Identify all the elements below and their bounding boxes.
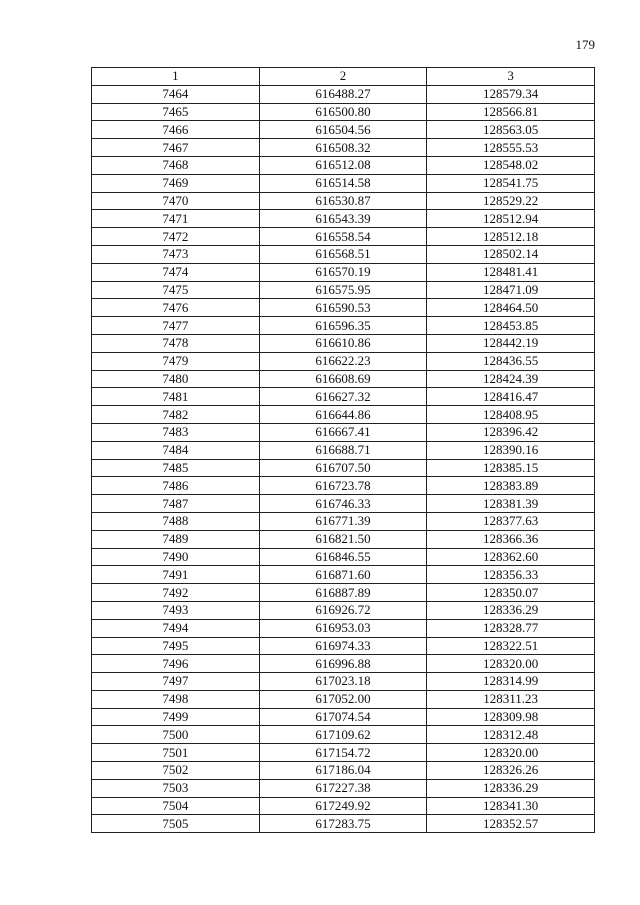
- point-number-cell: 7494: [92, 619, 260, 637]
- y-coordinate-cell: 128548.02: [427, 156, 595, 174]
- point-number-cell: 7484: [92, 441, 260, 459]
- point-number-cell: 7481: [92, 388, 260, 406]
- y-coordinate-cell: 128512.18: [427, 228, 595, 246]
- table-row: [92, 601, 595, 619]
- table-row: [92, 530, 595, 548]
- y-coordinate-cell: 128471.09: [427, 281, 595, 299]
- x-coordinate-cell: 617109.62: [259, 726, 427, 744]
- table-row: [92, 299, 595, 317]
- x-coordinate-cell: 616596.35: [259, 317, 427, 335]
- y-coordinate-cell: 128320.00: [427, 744, 595, 762]
- x-coordinate-cell: 616508.32: [259, 139, 427, 157]
- y-coordinate-cell: 128453.85: [427, 317, 595, 335]
- x-coordinate-cell: 616846.55: [259, 548, 427, 566]
- x-coordinate-cell: 616558.54: [259, 228, 427, 246]
- point-number-cell: 7474: [92, 263, 260, 281]
- point-number-cell: 7471: [92, 210, 260, 228]
- table-row: [92, 103, 595, 121]
- column-header-1: 1: [92, 68, 260, 86]
- table-row: [92, 673, 595, 691]
- y-coordinate-cell: 128322.51: [427, 637, 595, 655]
- x-coordinate-cell: 617186.04: [259, 762, 427, 780]
- point-number-cell: 7480: [92, 370, 260, 388]
- point-number-cell: 7469: [92, 174, 260, 192]
- table-row: [92, 139, 595, 157]
- y-coordinate-cell: 128566.81: [427, 103, 595, 121]
- point-number-cell: 7464: [92, 85, 260, 103]
- y-coordinate-cell: 128309.98: [427, 708, 595, 726]
- table-row: [92, 477, 595, 495]
- y-coordinate-cell: 128383.89: [427, 477, 595, 495]
- table-body: [92, 85, 595, 832]
- y-coordinate-cell: 128579.34: [427, 85, 595, 103]
- y-coordinate-cell: 128366.36: [427, 530, 595, 548]
- table-row: [92, 690, 595, 708]
- y-coordinate-cell: 128381.39: [427, 495, 595, 513]
- point-number-cell: 7489: [92, 530, 260, 548]
- point-number-cell: 7478: [92, 334, 260, 352]
- point-number-cell: 7468: [92, 156, 260, 174]
- x-coordinate-cell: 616644.86: [259, 406, 427, 424]
- x-coordinate-cell: 616570.19: [259, 263, 427, 281]
- table-row: [92, 512, 595, 530]
- x-coordinate-cell: 616707.50: [259, 459, 427, 477]
- y-coordinate-cell: 128481.41: [427, 263, 595, 281]
- table-row: [92, 459, 595, 477]
- x-coordinate-cell: 616627.32: [259, 388, 427, 406]
- point-number-cell: 7498: [92, 690, 260, 708]
- point-number-cell: 7487: [92, 495, 260, 513]
- point-number-cell: 7488: [92, 512, 260, 530]
- table-row: [92, 406, 595, 424]
- table-row: [92, 655, 595, 673]
- table-row: [92, 566, 595, 584]
- table-row: [92, 797, 595, 815]
- table-header-row: [92, 68, 595, 86]
- table-row: [92, 619, 595, 637]
- column-header-2: 2: [259, 68, 427, 86]
- table-row: [92, 495, 595, 513]
- point-number-cell: 7492: [92, 584, 260, 602]
- point-number-cell: 7495: [92, 637, 260, 655]
- table-row: [92, 726, 595, 744]
- x-coordinate-cell: 617074.54: [259, 708, 427, 726]
- y-coordinate-cell: 128529.22: [427, 192, 595, 210]
- y-coordinate-cell: 128512.94: [427, 210, 595, 228]
- x-coordinate-cell: 616667.41: [259, 423, 427, 441]
- table-row: [92, 334, 595, 352]
- x-coordinate-cell: 616723.78: [259, 477, 427, 495]
- table-row: [92, 317, 595, 335]
- y-coordinate-cell: 128362.60: [427, 548, 595, 566]
- point-number-cell: 7467: [92, 139, 260, 157]
- point-number-cell: 7490: [92, 548, 260, 566]
- y-coordinate-cell: 128314.99: [427, 673, 595, 691]
- table-row: [92, 281, 595, 299]
- point-number-cell: 7485: [92, 459, 260, 477]
- x-coordinate-cell: 616821.50: [259, 530, 427, 548]
- y-coordinate-cell: 128352.57: [427, 815, 595, 833]
- table-row: [92, 584, 595, 602]
- y-coordinate-cell: 128356.33: [427, 566, 595, 584]
- x-coordinate-cell: 616953.03: [259, 619, 427, 637]
- x-coordinate-cell: 616996.88: [259, 655, 427, 673]
- point-number-cell: 7466: [92, 121, 260, 139]
- x-coordinate-cell: 617052.00: [259, 690, 427, 708]
- y-coordinate-cell: 128563.05: [427, 121, 595, 139]
- y-coordinate-cell: 128555.53: [427, 139, 595, 157]
- table-row: [92, 156, 595, 174]
- y-coordinate-cell: 128326.26: [427, 762, 595, 780]
- x-coordinate-cell: 616771.39: [259, 512, 427, 530]
- table-row: [92, 388, 595, 406]
- table-row: [92, 637, 595, 655]
- point-number-cell: 7493: [92, 601, 260, 619]
- y-coordinate-cell: 128408.95: [427, 406, 595, 424]
- point-number-cell: 7470: [92, 192, 260, 210]
- table-row: [92, 210, 595, 228]
- y-coordinate-cell: 128320.00: [427, 655, 595, 673]
- table-row: [92, 779, 595, 797]
- x-coordinate-cell: 616575.95: [259, 281, 427, 299]
- y-coordinate-cell: 128350.07: [427, 584, 595, 602]
- point-number-cell: 7479: [92, 352, 260, 370]
- point-number-cell: 7465: [92, 103, 260, 121]
- x-coordinate-cell: 616974.33: [259, 637, 427, 655]
- x-coordinate-cell: 616590.53: [259, 299, 427, 317]
- point-number-cell: 7477: [92, 317, 260, 335]
- x-coordinate-cell: 617227.38: [259, 779, 427, 797]
- point-number-cell: 7505: [92, 815, 260, 833]
- point-number-cell: 7499: [92, 708, 260, 726]
- table-row: [92, 263, 595, 281]
- point-number-cell: 7482: [92, 406, 260, 424]
- y-coordinate-cell: 128541.75: [427, 174, 595, 192]
- y-coordinate-cell: 128502.14: [427, 245, 595, 263]
- y-coordinate-cell: 128336.29: [427, 779, 595, 797]
- x-coordinate-cell: 616504.56: [259, 121, 427, 139]
- y-coordinate-cell: 128464.50: [427, 299, 595, 317]
- y-coordinate-cell: 128312.48: [427, 726, 595, 744]
- x-coordinate-cell: 617023.18: [259, 673, 427, 691]
- table-row: [92, 352, 595, 370]
- point-number-cell: 7472: [92, 228, 260, 246]
- table-row: [92, 121, 595, 139]
- point-number-cell: 7503: [92, 779, 260, 797]
- x-coordinate-cell: 616871.60: [259, 566, 427, 584]
- table-row: [92, 192, 595, 210]
- y-coordinate-cell: 128416.47: [427, 388, 595, 406]
- point-number-cell: 7475: [92, 281, 260, 299]
- table-row: [92, 762, 595, 780]
- point-number-cell: 7491: [92, 566, 260, 584]
- column-header-3: 3: [427, 68, 595, 86]
- x-coordinate-cell: 616500.80: [259, 103, 427, 121]
- x-coordinate-cell: 616926.72: [259, 601, 427, 619]
- y-coordinate-cell: 128442.19: [427, 334, 595, 352]
- x-coordinate-cell: 617154.72: [259, 744, 427, 762]
- point-number-cell: 7500: [92, 726, 260, 744]
- point-number-cell: 7476: [92, 299, 260, 317]
- coordinates-table: [91, 67, 595, 833]
- point-number-cell: 7483: [92, 423, 260, 441]
- table-row: [92, 245, 595, 263]
- x-coordinate-cell: 616610.86: [259, 334, 427, 352]
- point-number-cell: 7504: [92, 797, 260, 815]
- table-row: [92, 423, 595, 441]
- table-row: [92, 228, 595, 246]
- x-coordinate-cell: 616488.27: [259, 85, 427, 103]
- table-row: [92, 441, 595, 459]
- point-number-cell: 7473: [92, 245, 260, 263]
- x-coordinate-cell: 616543.39: [259, 210, 427, 228]
- point-number-cell: 7496: [92, 655, 260, 673]
- table-row: [92, 744, 595, 762]
- table-row: [92, 708, 595, 726]
- y-coordinate-cell: 128385.15: [427, 459, 595, 477]
- page-number: 179: [575, 37, 595, 52]
- x-coordinate-cell: 617249.92: [259, 797, 427, 815]
- table-row: [92, 370, 595, 388]
- table-row: [92, 815, 595, 833]
- x-coordinate-cell: 616622.23: [259, 352, 427, 370]
- table-row: [92, 548, 595, 566]
- point-number-cell: 7501: [92, 744, 260, 762]
- point-number-cell: 7486: [92, 477, 260, 495]
- y-coordinate-cell: 128377.63: [427, 512, 595, 530]
- point-number-cell: 7497: [92, 673, 260, 691]
- x-coordinate-cell: 617283.75: [259, 815, 427, 833]
- x-coordinate-cell: 616530.87: [259, 192, 427, 210]
- y-coordinate-cell: 128424.39: [427, 370, 595, 388]
- y-coordinate-cell: 128436.55: [427, 352, 595, 370]
- x-coordinate-cell: 616512.08: [259, 156, 427, 174]
- point-number-cell: 7502: [92, 762, 260, 780]
- y-coordinate-cell: 128311.23: [427, 690, 595, 708]
- x-coordinate-cell: 616887.89: [259, 584, 427, 602]
- y-coordinate-cell: 128396.42: [427, 423, 595, 441]
- y-coordinate-cell: 128336.29: [427, 601, 595, 619]
- table-row: [92, 174, 595, 192]
- y-coordinate-cell: 128390.16: [427, 441, 595, 459]
- x-coordinate-cell: 616568.51: [259, 245, 427, 263]
- x-coordinate-cell: 616608.69: [259, 370, 427, 388]
- x-coordinate-cell: 616746.33: [259, 495, 427, 513]
- x-coordinate-cell: 616688.71: [259, 441, 427, 459]
- x-coordinate-cell: 616514.58: [259, 174, 427, 192]
- y-coordinate-cell: 128328.77: [427, 619, 595, 637]
- y-coordinate-cell: 128341.30: [427, 797, 595, 815]
- table-row: [92, 85, 595, 103]
